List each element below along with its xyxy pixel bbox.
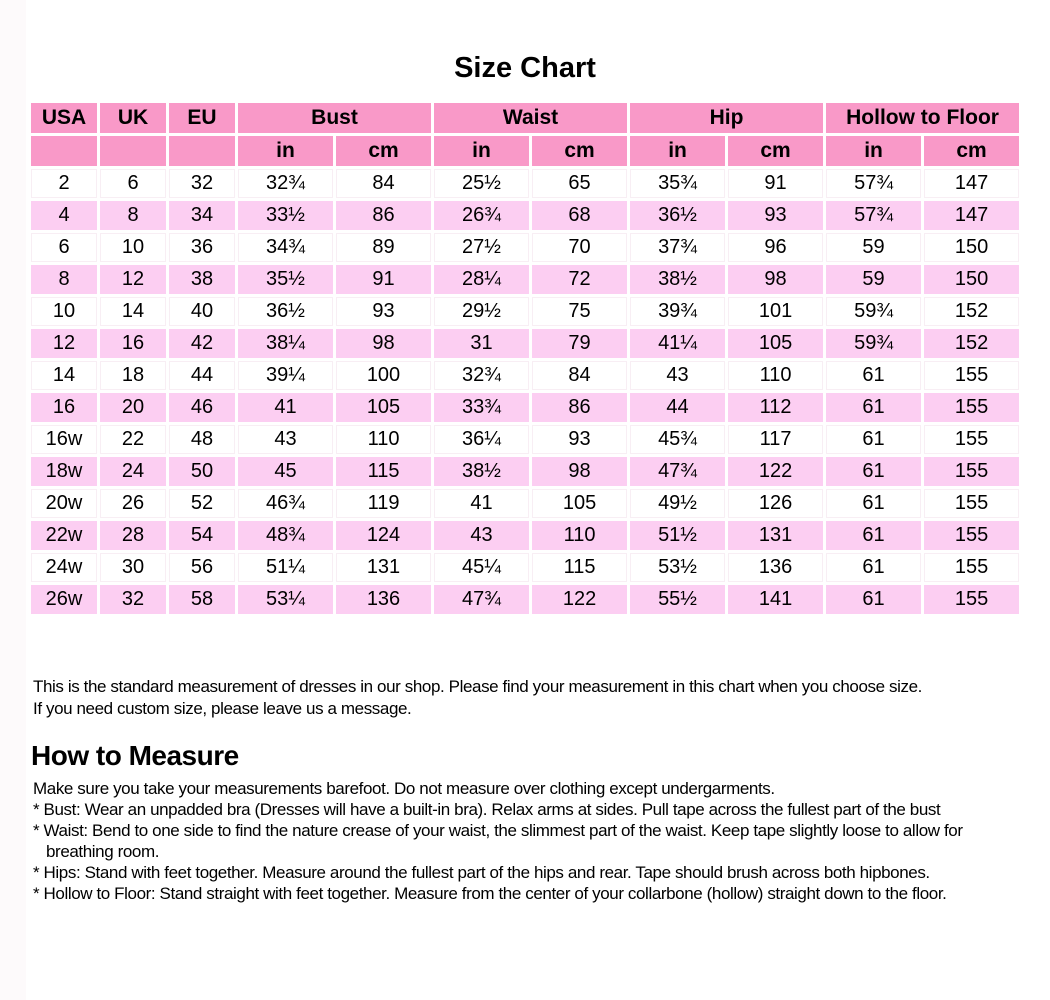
size-cell: 59¾ bbox=[826, 329, 921, 358]
size-cell: 61 bbox=[826, 553, 921, 582]
instruction-line: * Bust: Wear an unpadded bra (Dresses will have a built-in bra). Relax arms at sides. Pull tape across the fullest part of the bust bbox=[33, 800, 941, 819]
size-cell: 84 bbox=[336, 169, 431, 198]
size-cell: 150 bbox=[924, 233, 1019, 262]
size-cell: 61 bbox=[826, 393, 921, 422]
size-cell: 8 bbox=[31, 265, 97, 294]
size-cell: 32 bbox=[169, 169, 235, 198]
size-cell: 35¾ bbox=[630, 169, 725, 198]
size-cell: 18w bbox=[31, 457, 97, 486]
size-cell: 126 bbox=[728, 489, 823, 518]
size-cell: 61 bbox=[826, 489, 921, 518]
size-cell: 44 bbox=[169, 361, 235, 390]
size-cell: 47¾ bbox=[630, 457, 725, 486]
size-cell: 136 bbox=[336, 585, 431, 614]
size-cell: 39¾ bbox=[630, 297, 725, 326]
unit-header-cell: in bbox=[238, 136, 333, 166]
size-cell: 152 bbox=[924, 297, 1019, 326]
note-line-2: If you need custom size, please leave us a message. bbox=[33, 699, 412, 718]
size-cell: 16 bbox=[100, 329, 166, 358]
size-cell: 155 bbox=[924, 425, 1019, 454]
size-cell: 47¾ bbox=[434, 585, 529, 614]
size-cell: 141 bbox=[728, 585, 823, 614]
unit-header-cell: cm bbox=[924, 136, 1019, 166]
group-header-cell: USA bbox=[31, 103, 97, 133]
size-cell: 58 bbox=[169, 585, 235, 614]
table-row bbox=[31, 329, 1019, 358]
size-cell: 36 bbox=[169, 233, 235, 262]
size-cell: 26w bbox=[31, 585, 97, 614]
size-cell: 115 bbox=[532, 553, 627, 582]
size-cell: 26 bbox=[100, 489, 166, 518]
size-chart-table bbox=[28, 100, 1022, 617]
size-cell: 34¾ bbox=[238, 233, 333, 262]
size-cell: 100 bbox=[336, 361, 431, 390]
size-cell: 45¼ bbox=[434, 553, 529, 582]
size-cell: 98 bbox=[532, 457, 627, 486]
size-cell: 32¾ bbox=[434, 361, 529, 390]
size-cell: 14 bbox=[100, 297, 166, 326]
size-cell: 93 bbox=[336, 297, 431, 326]
instruction-line: * Hollow to Floor: Stand straight with feet together. Measure from the center of your collarbone (hollow) straight down to the floor. bbox=[33, 884, 947, 903]
size-cell: 65 bbox=[532, 169, 627, 198]
size-cell: 98 bbox=[336, 329, 431, 358]
table-row bbox=[31, 169, 1019, 198]
size-cell: 33½ bbox=[238, 201, 333, 230]
table-header bbox=[31, 103, 1019, 166]
size-cell: 119 bbox=[336, 489, 431, 518]
size-cell: 48 bbox=[169, 425, 235, 454]
group-header-cell: UK bbox=[100, 103, 166, 133]
size-cell: 136 bbox=[728, 553, 823, 582]
size-cell: 43 bbox=[630, 361, 725, 390]
group-header-cell: Bust bbox=[238, 103, 431, 133]
size-cell: 155 bbox=[924, 553, 1019, 582]
size-cell: 101 bbox=[728, 297, 823, 326]
size-cell: 56 bbox=[169, 553, 235, 582]
size-cell: 55½ bbox=[630, 585, 725, 614]
group-header-cell: Waist bbox=[434, 103, 627, 133]
empty-header-cell bbox=[169, 136, 235, 166]
unit-header-cell: in bbox=[630, 136, 725, 166]
group-header-cell: EU bbox=[169, 103, 235, 133]
size-cell: 112 bbox=[728, 393, 823, 422]
size-cell: 31 bbox=[434, 329, 529, 358]
size-cell: 32¾ bbox=[238, 169, 333, 198]
size-cell: 8 bbox=[100, 201, 166, 230]
size-cell: 131 bbox=[336, 553, 431, 582]
size-cell: 152 bbox=[924, 329, 1019, 358]
size-cell: 27½ bbox=[434, 233, 529, 262]
size-cell: 91 bbox=[728, 169, 823, 198]
page-title: Size Chart bbox=[454, 52, 596, 84]
left-margin-strip bbox=[0, 0, 26, 1000]
size-cell: 68 bbox=[532, 201, 627, 230]
size-cell: 86 bbox=[336, 201, 431, 230]
table-row bbox=[31, 585, 1019, 614]
size-cell: 51½ bbox=[630, 521, 725, 550]
table-body bbox=[31, 169, 1019, 614]
unit-header-cell: in bbox=[434, 136, 529, 166]
size-cell: 155 bbox=[924, 521, 1019, 550]
size-cell: 150 bbox=[924, 265, 1019, 294]
size-cell: 6 bbox=[100, 169, 166, 198]
size-cell: 33¾ bbox=[434, 393, 529, 422]
size-cell: 61 bbox=[826, 521, 921, 550]
size-cell: 122 bbox=[532, 585, 627, 614]
size-cell: 42 bbox=[169, 329, 235, 358]
size-cell: 36¼ bbox=[434, 425, 529, 454]
size-cell: 61 bbox=[826, 457, 921, 486]
size-cell: 70 bbox=[532, 233, 627, 262]
size-cell: 147 bbox=[924, 169, 1019, 198]
size-cell: 155 bbox=[924, 585, 1019, 614]
unit-header-cell: cm bbox=[336, 136, 431, 166]
size-cell: 14 bbox=[31, 361, 97, 390]
size-cell: 46¾ bbox=[238, 489, 333, 518]
size-cell: 105 bbox=[336, 393, 431, 422]
size-cell: 84 bbox=[532, 361, 627, 390]
size-cell: 45 bbox=[238, 457, 333, 486]
size-cell: 12 bbox=[100, 265, 166, 294]
group-header-cell: Hip bbox=[630, 103, 823, 133]
unit-header-cell: cm bbox=[532, 136, 627, 166]
size-cell: 16 bbox=[31, 393, 97, 422]
unit-header-cell: cm bbox=[728, 136, 823, 166]
size-cell: 59 bbox=[826, 233, 921, 262]
size-cell: 105 bbox=[728, 329, 823, 358]
size-cell: 18 bbox=[100, 361, 166, 390]
size-cell: 117 bbox=[728, 425, 823, 454]
size-cell: 50 bbox=[169, 457, 235, 486]
size-cell: 46 bbox=[169, 393, 235, 422]
size-cell: 22 bbox=[100, 425, 166, 454]
size-cell: 28 bbox=[100, 521, 166, 550]
table-row bbox=[31, 457, 1019, 486]
size-cell: 40 bbox=[169, 297, 235, 326]
size-cell: 91 bbox=[336, 265, 431, 294]
size-cell: 155 bbox=[924, 393, 1019, 422]
size-cell: 131 bbox=[728, 521, 823, 550]
size-cell: 38 bbox=[169, 265, 235, 294]
size-cell: 2 bbox=[31, 169, 97, 198]
how-to-measure-heading: How to Measure bbox=[31, 740, 239, 771]
table-row bbox=[31, 361, 1019, 390]
instruction-line: * Waist: Bend to one side to find the nature crease of your waist, the slimmest part of the waist. Keep tape slightly loose to allow for bbox=[33, 821, 963, 840]
size-cell: 124 bbox=[336, 521, 431, 550]
size-cell: 34 bbox=[169, 201, 235, 230]
size-cell: 36½ bbox=[238, 297, 333, 326]
standard-measurement-notes bbox=[33, 676, 1023, 720]
size-cell: 22w bbox=[31, 521, 97, 550]
size-cell: 57¾ bbox=[826, 201, 921, 230]
size-cell: 61 bbox=[826, 361, 921, 390]
size-cell: 4 bbox=[31, 201, 97, 230]
size-cell: 105 bbox=[532, 489, 627, 518]
size-cell: 20w bbox=[31, 489, 97, 518]
size-cell: 41 bbox=[238, 393, 333, 422]
size-cell: 98 bbox=[728, 265, 823, 294]
size-cell: 110 bbox=[336, 425, 431, 454]
size-cell: 16w bbox=[31, 425, 97, 454]
size-cell: 38¼ bbox=[238, 329, 333, 358]
size-cell: 89 bbox=[336, 233, 431, 262]
size-cell: 93 bbox=[728, 201, 823, 230]
size-cell: 38½ bbox=[434, 457, 529, 486]
size-cell: 61 bbox=[826, 585, 921, 614]
size-cell: 59 bbox=[826, 265, 921, 294]
size-cell: 29½ bbox=[434, 297, 529, 326]
table-row bbox=[31, 393, 1019, 422]
size-cell: 59¾ bbox=[826, 297, 921, 326]
size-cell: 25½ bbox=[434, 169, 529, 198]
size-cell: 79 bbox=[532, 329, 627, 358]
table-row bbox=[31, 425, 1019, 454]
size-cell: 32 bbox=[100, 585, 166, 614]
empty-header-cell bbox=[100, 136, 166, 166]
size-cell: 6 bbox=[31, 233, 97, 262]
size-cell: 51¼ bbox=[238, 553, 333, 582]
size-cell: 41¼ bbox=[630, 329, 725, 358]
instruction-line: breathing room. bbox=[46, 842, 160, 861]
size-cell: 48¾ bbox=[238, 521, 333, 550]
size-cell: 155 bbox=[924, 489, 1019, 518]
size-cell: 10 bbox=[31, 297, 97, 326]
size-cell: 86 bbox=[532, 393, 627, 422]
note-line-1: This is the standard measurement of dresses in our shop. Please find your measurement in this chart when you choose size. bbox=[33, 677, 922, 696]
size-cell: 26¾ bbox=[434, 201, 529, 230]
unit-header-cell: in bbox=[826, 136, 921, 166]
size-cell: 147 bbox=[924, 201, 1019, 230]
size-cell: 110 bbox=[532, 521, 627, 550]
table-row bbox=[31, 489, 1019, 518]
size-cell: 20 bbox=[100, 393, 166, 422]
size-cell: 72 bbox=[532, 265, 627, 294]
size-cell: 54 bbox=[169, 521, 235, 550]
size-cell: 24w bbox=[31, 553, 97, 582]
size-cell: 44 bbox=[630, 393, 725, 422]
size-cell: 10 bbox=[100, 233, 166, 262]
size-cell: 52 bbox=[169, 489, 235, 518]
size-cell: 43 bbox=[434, 521, 529, 550]
table-row bbox=[31, 201, 1019, 230]
empty-header-cell bbox=[31, 136, 97, 166]
size-cell: 35½ bbox=[238, 265, 333, 294]
size-cell: 93 bbox=[532, 425, 627, 454]
size-cell: 155 bbox=[924, 457, 1019, 486]
table-row bbox=[31, 265, 1019, 294]
size-cell: 53¼ bbox=[238, 585, 333, 614]
size-cell: 37¾ bbox=[630, 233, 725, 262]
group-header-cell: Hollow to Floor bbox=[826, 103, 1019, 133]
size-cell: 28¼ bbox=[434, 265, 529, 294]
size-cell: 61 bbox=[826, 425, 921, 454]
table-row bbox=[31, 297, 1019, 326]
size-cell: 41 bbox=[434, 489, 529, 518]
size-cell: 24 bbox=[100, 457, 166, 486]
size-cell: 96 bbox=[728, 233, 823, 262]
how-to-measure-instructions bbox=[33, 778, 1033, 904]
size-cell: 122 bbox=[728, 457, 823, 486]
table-row bbox=[31, 553, 1019, 582]
size-cell: 155 bbox=[924, 361, 1019, 390]
size-cell: 38½ bbox=[630, 265, 725, 294]
size-cell: 39¼ bbox=[238, 361, 333, 390]
size-cell: 75 bbox=[532, 297, 627, 326]
instruction-line: * Hips: Stand with feet together. Measure around the fullest part of the hips and rear. Tape should brush across both hipbones. bbox=[33, 863, 930, 882]
size-cell: 57¾ bbox=[826, 169, 921, 198]
size-cell: 12 bbox=[31, 329, 97, 358]
size-cell: 45¾ bbox=[630, 425, 725, 454]
size-cell: 49½ bbox=[630, 489, 725, 518]
size-cell: 36½ bbox=[630, 201, 725, 230]
size-cell: 30 bbox=[100, 553, 166, 582]
size-cell: 43 bbox=[238, 425, 333, 454]
instruction-line: Make sure you take your measurements barefoot. Do not measure over clothing except undergarments. bbox=[33, 779, 775, 798]
table-row bbox=[31, 233, 1019, 262]
size-cell: 53½ bbox=[630, 553, 725, 582]
size-cell: 115 bbox=[336, 457, 431, 486]
size-cell: 110 bbox=[728, 361, 823, 390]
table-row bbox=[31, 521, 1019, 550]
